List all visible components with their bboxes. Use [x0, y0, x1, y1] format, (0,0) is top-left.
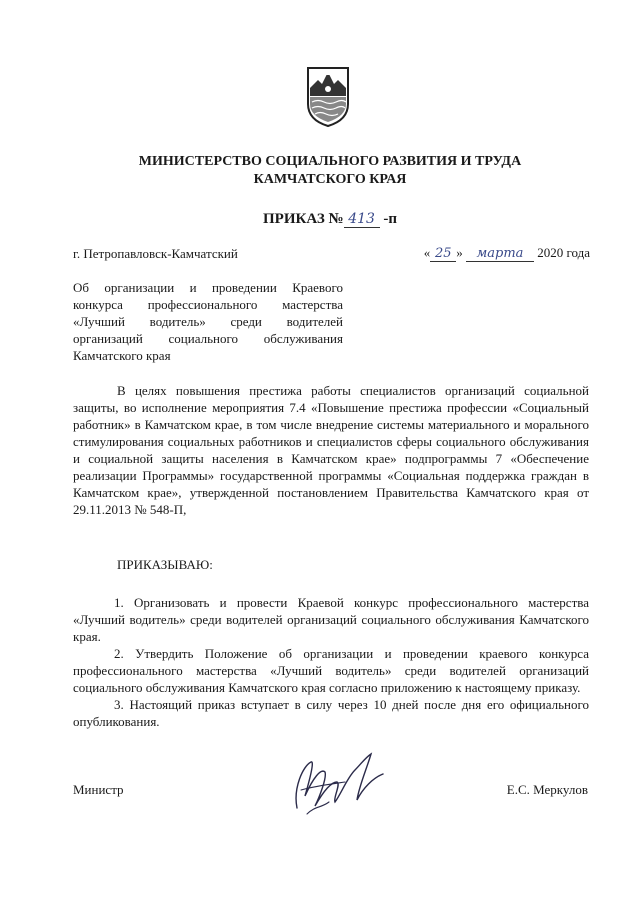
order-item-2: 2. Утвердить Положение об организации и проведении краевого конкурса профессионального мастерства «Лучший водитель» среди водителей организаций социального обслуживания Камчатского края согласно приложению к настоящему приказу. — [73, 646, 589, 695]
order-item-1: 1. Организовать и провести Краевой конкурс профессионального мастерства «Лучший водитель» среди водителей организаций социального обслуживания Камчатского края. — [73, 595, 589, 644]
ministry-line-1: МИНИСТЕРСТВО СОЦИАЛЬНОГО РАЗВИТИЯ И ТРУДА — [138, 154, 522, 169]
order-item-3: 3. Настоящий приказ вступает в силу через 10 дней после дня его официального опубликования. — [73, 697, 589, 729]
place-of-issue: г. Петропавловск-Камчатский — [73, 246, 238, 261]
order-items — [73, 594, 589, 730]
signer-title: Министр — [73, 782, 124, 797]
order-title-prefix: ПРИКАЗ № — [263, 211, 344, 227]
order-number: 413 — [344, 211, 380, 228]
order-suffix: -п — [383, 211, 397, 227]
preamble-paragraph: В целях повышения престижа работы специалистов организаций социальной защиты, во исполнение мероприятия 7.4 «Повышение престижа профессии «Социальный работник» в Камчатском крае, в том числе внедрение системы материального и морального стимулирования социальных работников и специалистов сферы социального обслуживания и социальной защиты населения в Камчатском крае» подпрограммы 7 «Обеспечение реализации Программы» государственной программы «Социальная поддержка граждан в Камчатском крае», утвержденной постановлением Правительства Камчатского края от 29.11.2013 № 548-П, — [73, 383, 589, 517]
order-word: ПРИКАЗЫВАЮ: — [117, 557, 213, 572]
handwritten-signature — [285, 748, 395, 820]
preamble-block — [73, 382, 589, 518]
order-title — [60, 209, 600, 229]
date-open-quote: « — [423, 245, 431, 260]
ministry-line-2: КАМЧАТСКОГО КРАЯ — [253, 172, 407, 187]
date-close-quote: » — [456, 245, 463, 260]
signer-name: Е.С. Меркулов — [506, 782, 588, 797]
date-day: 25 — [430, 246, 456, 262]
date-year: 2020 года — [537, 245, 590, 260]
date-month: марта — [466, 246, 534, 262]
order-date — [424, 245, 590, 262]
ministry-heading — [60, 153, 600, 189]
order-subject: Об организации и проведении Краевого конкурса профессионального мастерства «Лучший водитель» среди водителей организаций социального обслуживания Камчатского края — [73, 280, 343, 363]
kamchatka-emblem-icon — [306, 66, 350, 128]
